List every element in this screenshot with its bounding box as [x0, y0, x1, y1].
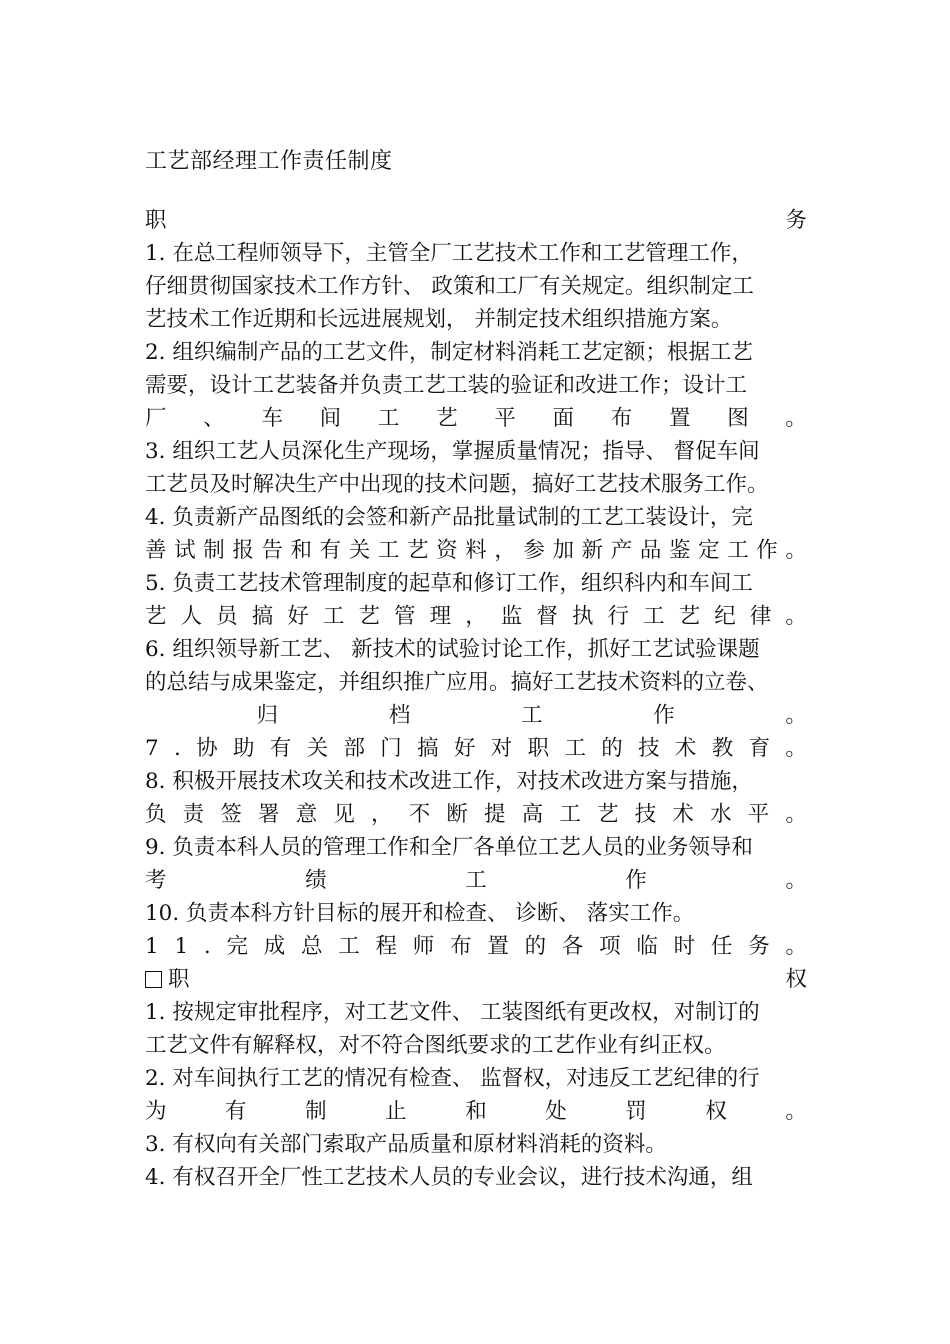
text-char: 各	[561, 934, 584, 959]
text-char: 成	[263, 934, 286, 959]
text-char: 监	[500, 604, 523, 629]
text-char: 罚	[625, 1099, 647, 1124]
text-char: 负	[145, 802, 167, 827]
text-char: 技	[638, 736, 660, 761]
text-char: 术	[672, 802, 694, 827]
text-char: 和	[465, 1099, 487, 1124]
text-char: 高	[521, 802, 544, 827]
text-char: 告	[261, 538, 283, 563]
text-char: 提	[484, 802, 506, 827]
text-char: 教	[711, 736, 734, 761]
text-char: 执	[571, 604, 594, 629]
text-line: 3. 组织工艺人员深化生产现场，掌握质量情况；指导、 督促车间	[145, 439, 760, 464]
text-char: 作	[653, 703, 675, 728]
text-char: 责	[182, 802, 205, 827]
text-char: 权	[785, 967, 807, 992]
text-line: 需要，设计工艺装备并负责工艺工装的验证和改进工作；设计工	[145, 373, 748, 398]
text-char: 艺	[597, 802, 619, 827]
text-char: 。	[785, 538, 807, 563]
text-char: 。	[785, 406, 807, 431]
text-char: 关	[306, 736, 329, 761]
text-char: 理	[429, 604, 452, 629]
text-line: 5. 负责工艺技术管理制度的起草和修订工作，组织科内和车间工	[145, 571, 753, 596]
text-char: .	[174, 736, 181, 761]
text-char: 1	[174, 934, 189, 959]
checkbox-icon: 职	[145, 963, 190, 996]
text-char: 置	[668, 406, 691, 431]
text-line	[145, 1095, 807, 1128]
text-char: 助	[232, 736, 255, 761]
text-line	[145, 864, 807, 897]
text-char: 资	[436, 538, 458, 563]
text-char: 搞	[417, 736, 439, 761]
text-char: 定	[698, 538, 720, 563]
text-char: 行	[607, 604, 630, 629]
text-char: 好	[453, 736, 476, 761]
text-char: 制	[203, 538, 225, 563]
text-line: 工艺文件有解释权，对不符合图纸要求的工艺作业有纠正权。	[145, 1033, 726, 1058]
text-char: 工	[643, 604, 665, 629]
text-char: 不	[408, 802, 431, 827]
text-line: 2. 对车间执行工艺的情况有检查、 监督权，对违反工艺纪律的行	[145, 1066, 760, 1091]
text-char: 艺	[406, 538, 429, 563]
text-char: 协	[196, 736, 218, 761]
text-char: 工	[564, 736, 586, 761]
text-char: 布	[450, 934, 472, 959]
text-char: 职	[145, 208, 167, 233]
text-char: 水	[710, 802, 732, 827]
text-line	[145, 963, 807, 996]
text-char: 。	[785, 703, 807, 728]
text-char: 工	[338, 934, 360, 959]
text-char: 止	[385, 1099, 407, 1124]
text-char: 见	[333, 802, 355, 827]
text-char: 管	[394, 604, 416, 629]
text-char: 任	[710, 934, 733, 959]
text-char: 档	[388, 703, 411, 728]
text-char: 工	[521, 703, 543, 728]
text-char: 。	[785, 736, 807, 761]
text-char: 签	[220, 802, 242, 827]
text-char: 。	[785, 868, 807, 893]
text-char: 权	[705, 1099, 727, 1124]
document-body	[145, 204, 807, 1194]
text-char: 工	[465, 868, 487, 893]
text-char: 工	[322, 604, 345, 629]
text-char: 考	[145, 868, 167, 893]
text-char: 绩	[305, 868, 327, 893]
text-char: 署	[258, 802, 280, 827]
text-char: 项	[599, 934, 621, 959]
text-char: 1	[145, 934, 159, 959]
document-title: 工艺部经理工作责任制度	[145, 149, 393, 174]
text-line: 工艺员及时解决生产中出现的技术问题，搞好工艺技术服务工作。	[145, 472, 769, 497]
text-line: 的总结与成果鉴定，并组织推广应用。搞好工艺技术资料的立卷、	[145, 670, 769, 695]
text-char: 平	[747, 802, 770, 827]
text-char: 鉴	[668, 538, 691, 563]
text-char: 程	[375, 934, 398, 959]
text-char: 作	[756, 538, 778, 563]
text-char: 、	[203, 406, 225, 431]
text-line: 1. 在总工程师领导下，主管全厂工艺技术工作和工艺管理工作，	[145, 241, 753, 266]
text-line: 3. 有权向有关部门索取产品质量和原材料消耗的资料。	[145, 1132, 667, 1157]
text-char: 作	[625, 868, 647, 893]
text-char: 。	[785, 802, 807, 827]
text-line: 6. 组织领导新工艺、 新技术的试验讨论工作，抓好工艺试验课题	[145, 637, 760, 662]
text-char: 律	[749, 604, 772, 629]
text-char: 料	[465, 538, 487, 563]
text-char: .	[203, 934, 211, 959]
text-char: 育	[748, 736, 771, 761]
text-line	[145, 798, 807, 831]
text-char: 搞	[251, 604, 274, 629]
text-line: 2. 组织编制产品的工艺文件，制定材料消耗工艺定额；根据工艺	[145, 340, 753, 365]
text-line	[145, 402, 807, 435]
text-char: 产	[610, 538, 633, 563]
text-char: 。	[785, 604, 807, 629]
text-char: 车	[261, 406, 283, 431]
text-char: ，	[494, 538, 516, 563]
text-char: 师	[412, 934, 435, 959]
text-char: 加	[552, 538, 575, 563]
text-char: 品	[639, 538, 662, 563]
text-char: 工	[377, 538, 400, 563]
text-char: 和	[290, 538, 313, 563]
text-char: ，	[371, 802, 393, 827]
text-line	[145, 930, 807, 963]
text-char: 纪	[714, 604, 736, 629]
text-char: 间	[319, 406, 342, 431]
text-char: 员	[216, 604, 238, 629]
text-char: 意	[295, 802, 318, 827]
text-char: 有	[269, 736, 292, 761]
text-char: 7	[145, 736, 159, 761]
text-char: 职	[527, 736, 550, 761]
text-char: 为	[145, 1099, 167, 1124]
text-char: 报	[232, 538, 254, 563]
text-char: 新	[581, 538, 604, 563]
text-char: 完	[226, 934, 248, 959]
text-char: 善	[145, 538, 167, 563]
text-char: 技	[634, 802, 657, 827]
text-line	[145, 699, 807, 732]
text-char: 对	[490, 736, 513, 761]
text-char: 的	[601, 736, 623, 761]
text-char: 总	[301, 934, 323, 959]
text-char: 工	[559, 802, 581, 827]
text-line: 4. 负责新产品图纸的会签和新产品批量试制的工艺工装设计，完	[145, 505, 753, 530]
text-char: 艺	[358, 604, 380, 629]
text-char: 平	[494, 406, 516, 431]
text-line	[145, 732, 807, 765]
text-char: 务	[748, 934, 770, 959]
text-char: 制	[305, 1099, 327, 1124]
text-line	[145, 600, 807, 633]
text-char: 工	[377, 406, 400, 431]
text-char: 时	[673, 934, 696, 959]
indent-spacer	[145, 699, 146, 732]
text-char: 人	[180, 604, 203, 629]
text-char: 门	[380, 736, 402, 761]
text-char: 的	[524, 934, 547, 959]
text-char: 关	[348, 538, 371, 563]
text-char: 艺	[436, 406, 458, 431]
text-line	[145, 204, 807, 237]
text-line: 艺技术工作近期和长远进展规划， 并制定技术组织措施方案。	[145, 307, 733, 332]
text-char: 临	[636, 934, 658, 959]
text-char: 艺	[145, 604, 167, 629]
text-char: 好	[287, 604, 309, 629]
text-char: 督	[536, 604, 558, 629]
text-char: 断	[446, 802, 468, 827]
text-line: 仔细贯彻国家技术工作方针、 政策和工厂有关规定。组织制定工	[145, 274, 754, 299]
text-line: 10. 负责本科方针目标的展开和检查、 诊断、 落实工作。	[145, 901, 695, 926]
text-char: 。	[785, 934, 807, 959]
text-char: 。	[785, 1099, 807, 1124]
text-char: 面	[552, 406, 575, 431]
text-char: 工	[727, 538, 749, 563]
text-line: 9. 负责本科人员的管理工作和全厂各单位工艺人员的业务领导和	[145, 835, 753, 860]
text-char: 部	[343, 736, 365, 761]
text-char: ，	[465, 604, 487, 629]
text-char: 有	[319, 538, 342, 563]
text-char: 归	[256, 703, 279, 728]
text-line: 8. 积极开展技术攻关和技术改进工作，对技术改进方案与措施，	[145, 769, 753, 794]
text-line: 1. 按规定审批程序，对工艺文件、 工装图纸有更改权，对制订的	[145, 1000, 760, 1025]
text-char: 厂	[145, 406, 167, 431]
text-line	[145, 534, 807, 567]
text-char: 参	[523, 538, 545, 563]
text-char: 务	[785, 208, 807, 233]
text-char: 术	[674, 736, 697, 761]
text-char: 置	[487, 934, 509, 959]
text-char: 有	[225, 1099, 247, 1124]
text-char: 试	[174, 538, 196, 563]
text-char: 艺	[678, 604, 701, 629]
text-char: 处	[545, 1099, 567, 1124]
text-char: 图	[727, 406, 749, 431]
text-line: 4. 有权召开全厂性工艺技术人员的专业会议，进行技术沟通，组	[145, 1165, 753, 1190]
text-char: 布	[610, 406, 633, 431]
